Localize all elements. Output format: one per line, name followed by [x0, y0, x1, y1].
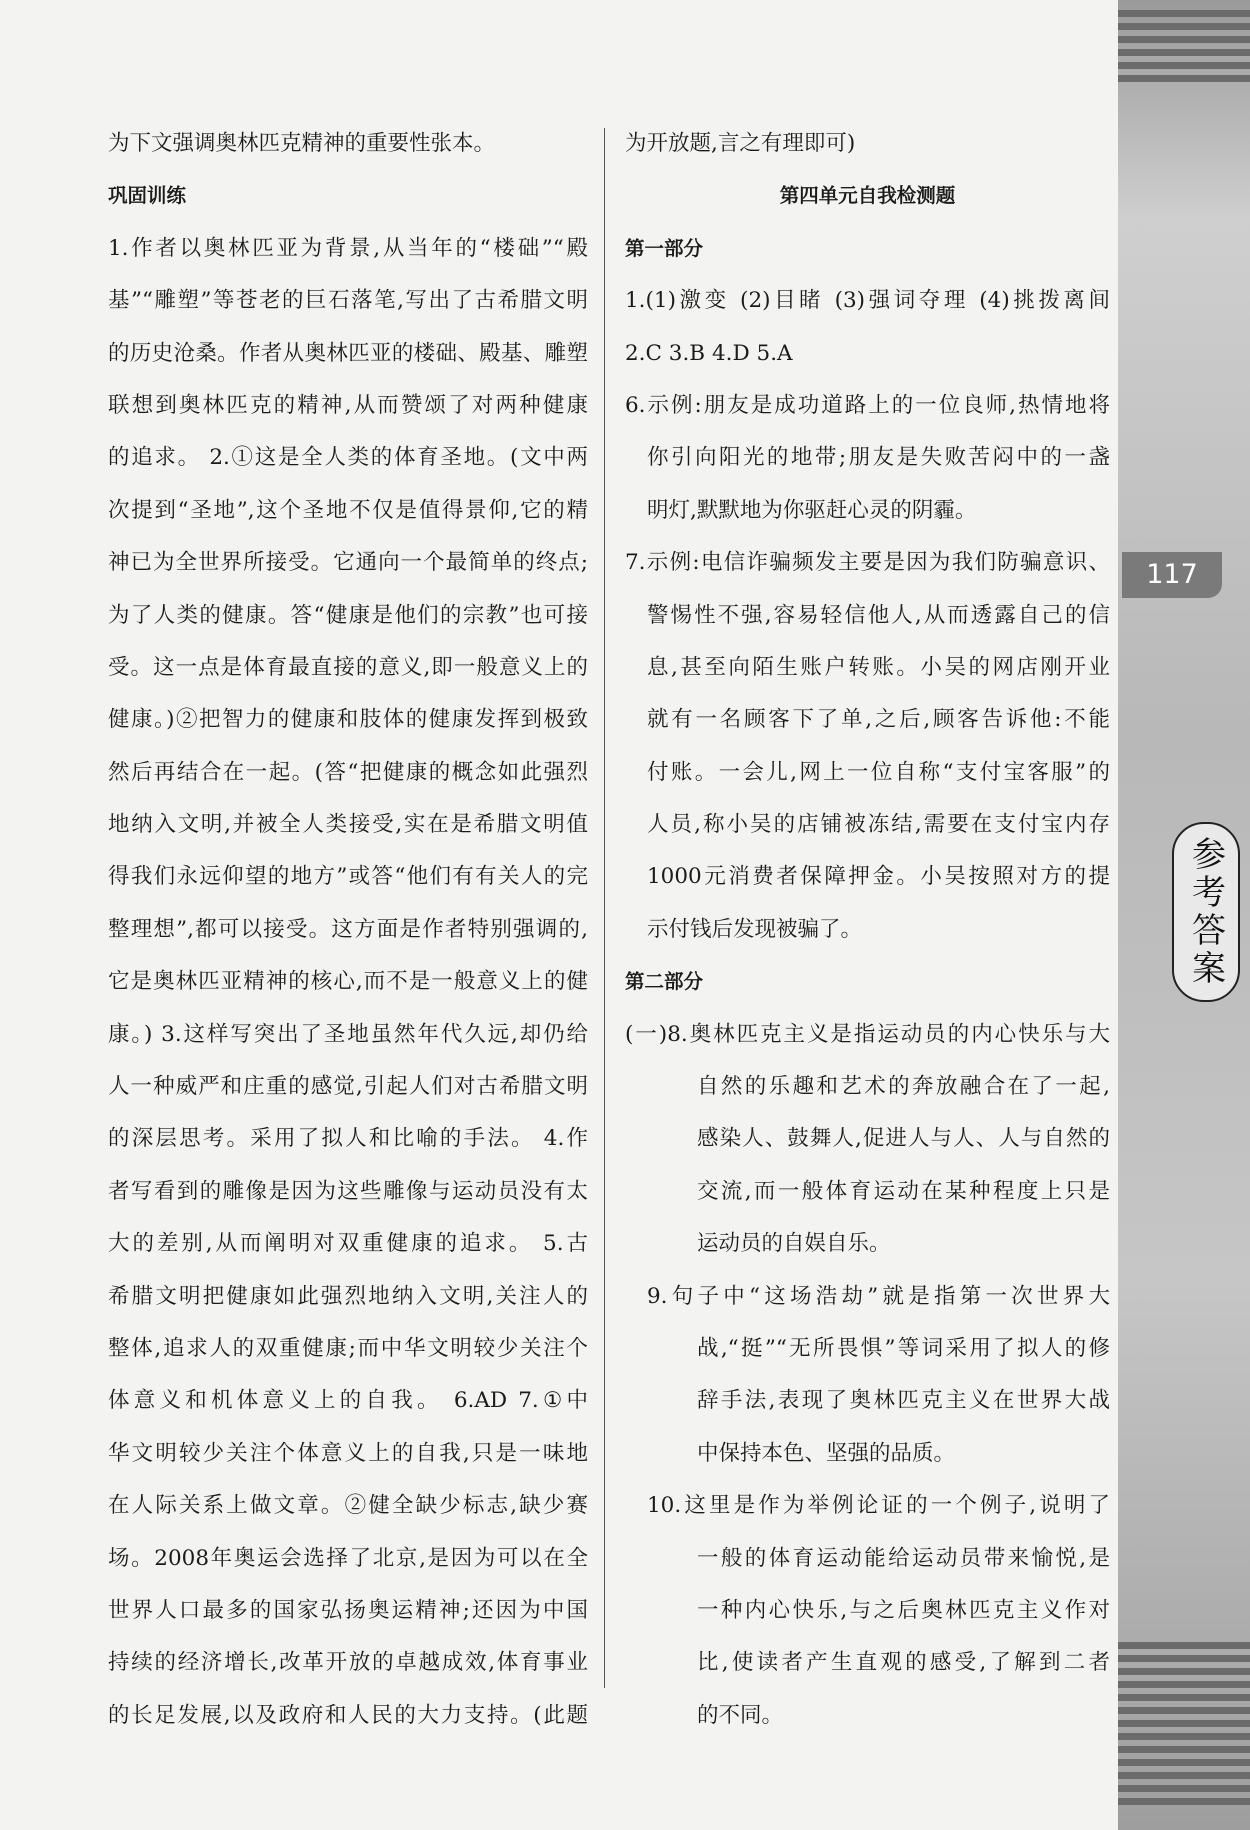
right-text-line: 就有一名顾客下了单,之后,顾客告诉他:不能 — [647, 707, 1110, 733]
left-text-line: 体意义和机体意义上的自我。 6.AD 7.①中 — [108, 1388, 588, 1414]
right-heading: 第一部分 — [625, 236, 704, 260]
left-text-line: 得我们永远仰望的地方”或答“他们有有关人的完 — [108, 864, 588, 890]
right-heading: 第二部分 — [625, 970, 704, 994]
left-text-line: 联想到奥林匹克的精神,从而赞颂了对两种健康 — [108, 392, 588, 418]
left-text-line: 整体,追求人的双重健康;而中华文明较少关注个 — [108, 1335, 588, 1361]
page-number: 117 — [1122, 552, 1222, 598]
left-text-line: 持续的经济增长,改革开放的卓越成效,体育事业 — [108, 1650, 588, 1676]
right-text-line: 交流,而一般体育运动在某种程度上只是 — [697, 1178, 1110, 1204]
left-text-line: 的追求。 2.①这是全人类的体育圣地。(文中两 — [108, 445, 588, 471]
right-text-line: 警惕性不强,容易轻信他人,从而透露自己的信 — [647, 602, 1110, 628]
right-column — [625, 118, 1110, 1742]
right-text-line: 为开放题,言之有理即可) — [625, 131, 856, 156]
left-text-line: 者写看到的雕像是因为这些雕像与运动员没有太 — [108, 1178, 588, 1204]
right-text-line: 9.句子中“这场浩劫”就是指第一次世界大 — [647, 1283, 1110, 1309]
left-column — [108, 118, 588, 1742]
left-text-line: 为了人类的健康。答“健康是他们的宗教”也可接 — [108, 602, 588, 628]
left-text-line: 康。) 3.这样写突出了圣地虽然年代久远,却仍给 — [108, 1021, 588, 1047]
left-text-line: 的历史沧桑。作者从奥林匹亚的楼础、殿基、雕塑 — [108, 340, 588, 366]
right-text-line: 比,使读者产生直观的感受,了解到二者 — [697, 1650, 1110, 1676]
right-text-line: 的不同。 — [697, 1702, 784, 1728]
right-text-line: 感染人、鼓舞人,促进人与人、人与自然的 — [697, 1126, 1110, 1152]
left-text-line: 整理想”,都可以接受。这方面是作者特别强调的, — [108, 916, 588, 942]
left-text-line: 希腊文明把健康如此强烈地纳入文明,关注人的 — [108, 1283, 588, 1309]
left-heading: 巩固训练 — [108, 184, 187, 208]
left-text-line: 在人际关系上做文章。②健全缺少标志,缺少赛 — [108, 1493, 588, 1519]
left-text-line: 基”“雕塑”等苍老的巨石落笔,写出了古希腊文明 — [108, 288, 588, 314]
right-text-line: 10.这里是作为举例论证的一个例子,说明了 — [647, 1493, 1110, 1519]
answers-section-tab — [1172, 822, 1240, 1002]
right-text-line: 你引向阳光的地带;朋友是失败苦闷中的一盏 — [647, 445, 1110, 471]
right-text-line: 6.示例:朋友是成功道路上的一位良师,热情地将 — [625, 392, 1110, 418]
left-text-line: 场。2008年奥运会选择了北京,是因为可以在全 — [108, 1545, 588, 1571]
right-text-line: 战,“挺”“无所畏惧”等词采用了拟人的修 — [697, 1335, 1110, 1361]
right-text-line: 一种内心快乐,与之后奥林匹克主义作对 — [697, 1597, 1110, 1623]
right-text-line: 付账。一会儿,网上一位自称“支付宝客服”的 — [647, 759, 1110, 785]
right-text-line: 1000元消费者保障押金。小吴按照对方的提 — [647, 864, 1110, 890]
right-text-line: 一般的体育运动能给运动员带来愉悦,是 — [697, 1545, 1110, 1571]
right-heading: 第四单元自我检测题 — [779, 184, 956, 208]
top-stripes — [1118, 10, 1250, 88]
right-text-line: 7.示例:电信诈骗频发主要是因为我们防骗意识、 — [625, 550, 1110, 576]
left-text-line: 1.作者以奥林匹亚为背景,从当年的“楼础”“殿 — [108, 235, 588, 261]
left-text-line: 健康。)②把智力的健康和肢体的健康发挥到极致 — [108, 707, 588, 733]
left-text-line: 人一种威严和庄重的感觉,引起人们对古希腊文明 — [108, 1074, 588, 1100]
bottom-stripes — [1118, 1642, 1250, 1811]
right-text-line: 示付钱后发现被骗了。 — [647, 916, 863, 942]
right-text-line: 息,甚至向陌生账户转账。小吴的网店刚开业 — [647, 654, 1110, 680]
left-text-line: 受。这一点是体育最直接的意义,即一般意义上的 — [108, 654, 588, 680]
right-text-line: 明灯,默默地为你驱赶心灵的阴霾。 — [647, 497, 977, 523]
left-text-line: 的深层思考。采用了拟人和比喻的手法。 4.作 — [108, 1126, 588, 1152]
right-text-line: (一)8.奥林匹克主义是指运动员的内心快乐与大 — [625, 1021, 1110, 1047]
left-text-line: 神已为全世界所接受。它通向一个最简单的终点; — [108, 550, 588, 576]
left-text-line: 为下文强调奥林匹克精神的重要性张本。 — [108, 131, 496, 156]
left-text-line: 世界人口最多的国家弘扬奥运精神;还因为中国 — [108, 1597, 588, 1623]
left-text-line: 华文明较少关注个体意义上的自我,只是一味地 — [108, 1440, 588, 1466]
right-text-line: 运动员的自娱自乐。 — [697, 1231, 891, 1257]
left-text-line: 大的差别,从而阐明对双重健康的追求。 5.古 — [108, 1231, 588, 1257]
right-text-line: 人员,称小吴的店铺被冻结,需要在支付宝内存 — [647, 812, 1110, 838]
right-text-line: 辞手法,表现了奥林匹克主义在世界大战 — [697, 1388, 1110, 1414]
right-text-line: 中保持本色、坚强的品质。 — [697, 1440, 956, 1466]
left-text-line: 次提到“圣地”,这个圣地不仅是值得景仰,它的精 — [108, 497, 588, 523]
answers-section-label: 参考答案 — [1185, 836, 1226, 988]
right-text-line: 2.C 3.B 4.D 5.A — [625, 340, 793, 366]
right-text-line: 自然的乐趣和艺术的奔放融合在了一起, — [697, 1074, 1110, 1100]
left-text-line: 然后再结合在一起。(答“把健康的概念如此强烈 — [108, 759, 588, 785]
left-text-line: 它是奥林匹亚精神的核心,而不是一般意义上的健 — [108, 969, 588, 995]
right-text-line: 1.(1)激变 (2)目睹 (3)强词夺理 (4)挑拨离间 — [625, 288, 1110, 314]
column-divider — [604, 128, 605, 1688]
left-text-line: 地纳入文明,并被全人类接受,实在是希腊文明值 — [108, 812, 588, 838]
left-text-line: 的长足发展,以及政府和人民的大力支持。(此题 — [108, 1702, 588, 1728]
